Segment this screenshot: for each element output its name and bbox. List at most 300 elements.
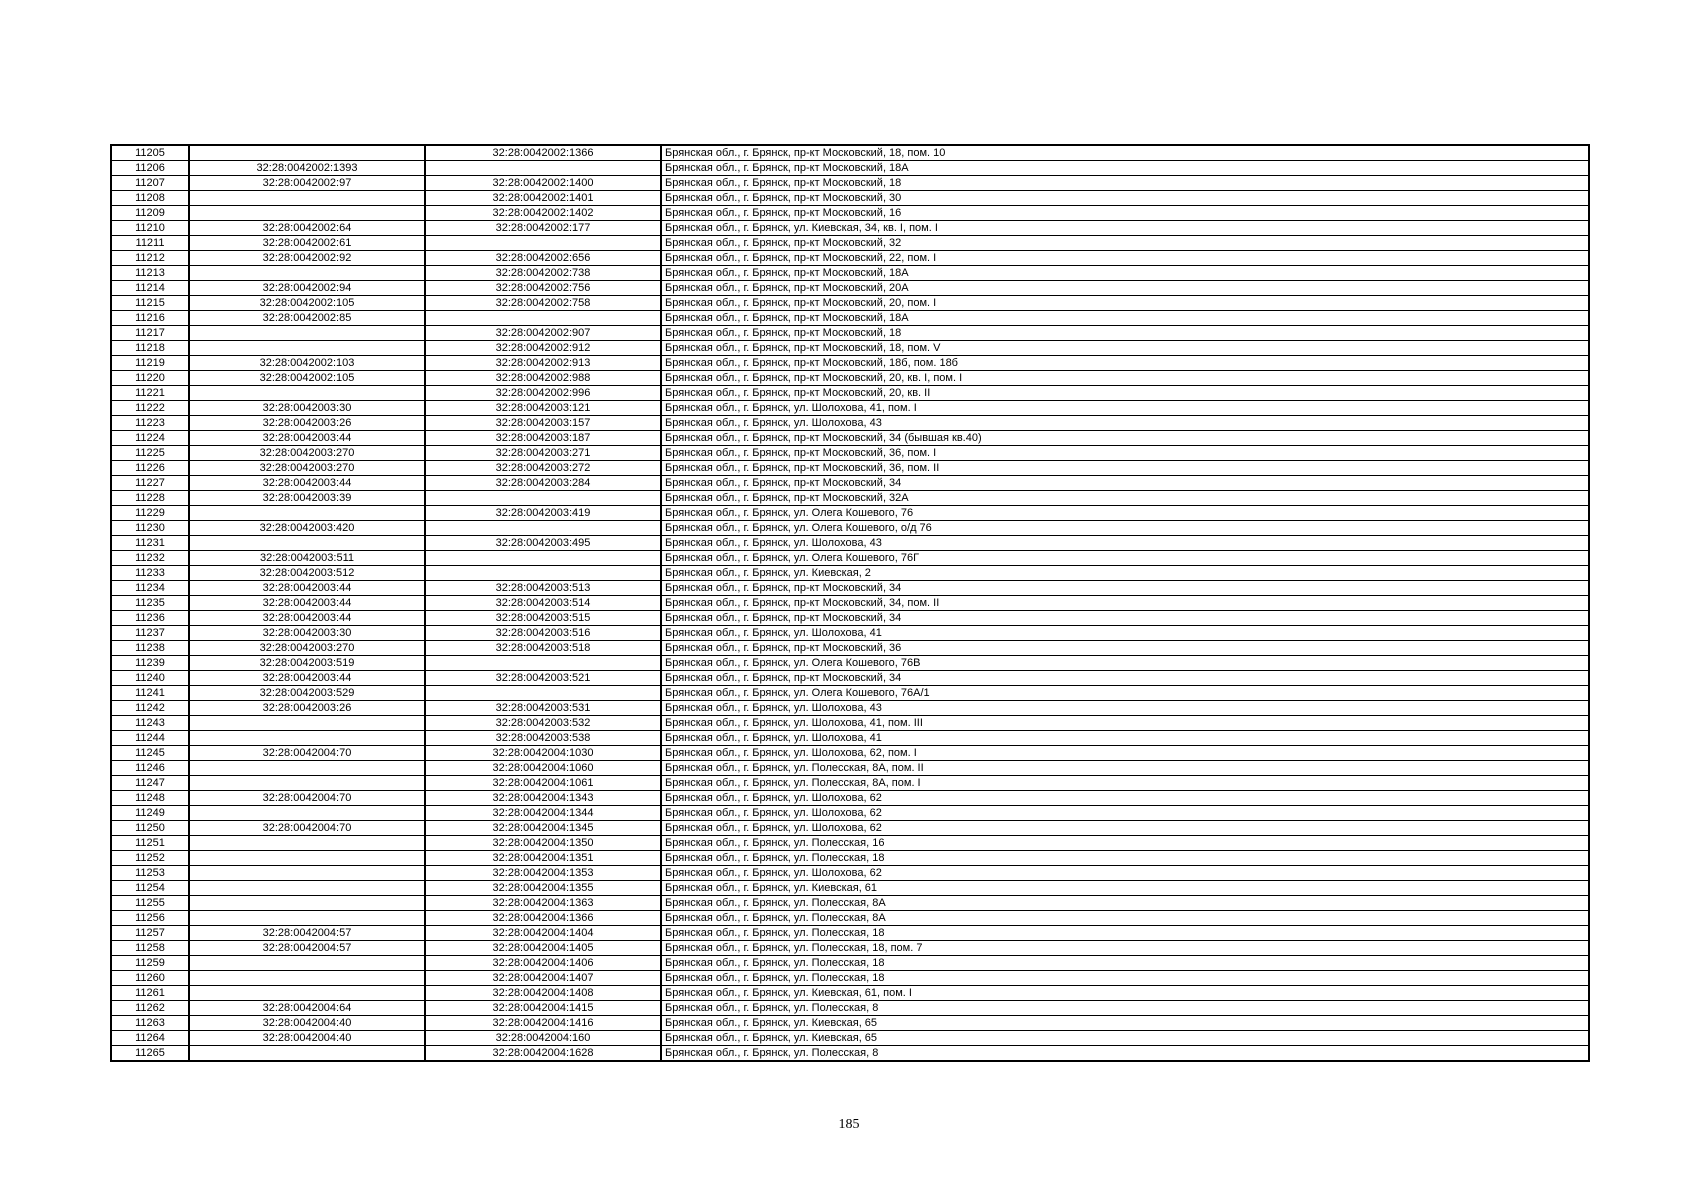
table-row (111, 716, 1589, 731)
table-row (111, 161, 1589, 176)
address-cell: Брянская обл., г. Брянск, пр-кт Московский, 36, пом. I (661, 446, 1589, 461)
land-cadastral-number-cell: 32:28:0042003:519 (189, 656, 425, 671)
row-number-cell: 11215 (111, 296, 189, 311)
row-number-cell: 11246 (111, 761, 189, 776)
row-number-cell: 11236 (111, 611, 189, 626)
object-cadastral-number-cell: 32:28:0042003:121 (425, 401, 661, 416)
row-number-cell: 11235 (111, 596, 189, 611)
land-cadastral-number-cell (189, 881, 425, 896)
table-row (111, 521, 1589, 536)
address-cell: Брянская обл., г. Брянск, пр-кт Московский, 18, пом. V (661, 341, 1589, 356)
object-cadastral-number-cell: 32:28:0042003:516 (425, 626, 661, 641)
row-number-cell: 11265 (111, 1046, 189, 1062)
land-cadastral-number-cell: 32:28:0042004:40 (189, 1031, 425, 1046)
object-cadastral-number-cell: 32:28:0042003:284 (425, 476, 661, 491)
object-cadastral-number-cell (425, 686, 661, 701)
row-number-cell: 11254 (111, 881, 189, 896)
row-number-cell: 11220 (111, 371, 189, 386)
object-cadastral-number-cell: 32:28:0042004:1415 (425, 1001, 661, 1016)
land-cadastral-number-cell: 32:28:0042003:270 (189, 446, 425, 461)
table-row (111, 911, 1589, 926)
object-cadastral-number-cell: 32:28:0042002:1402 (425, 206, 661, 221)
table-row (111, 326, 1589, 341)
table-row (111, 401, 1589, 416)
row-number-cell: 11210 (111, 221, 189, 236)
row-number-cell: 11240 (111, 671, 189, 686)
row-number-cell: 11232 (111, 551, 189, 566)
row-number-cell: 11219 (111, 356, 189, 371)
object-cadastral-number-cell: 32:28:0042002:1401 (425, 191, 661, 206)
land-cadastral-number-cell (189, 836, 425, 851)
address-cell: Брянская обл., г. Брянск, ул. Полесская, 8А, пом. I (661, 776, 1589, 791)
land-cadastral-number-cell (189, 506, 425, 521)
row-number-cell: 11208 (111, 191, 189, 206)
address-cell: Брянская обл., г. Брянск, пр-кт Московский, 30 (661, 191, 1589, 206)
object-cadastral-number-cell: 32:28:0042004:1345 (425, 821, 661, 836)
row-number-cell: 11221 (111, 386, 189, 401)
row-number-cell: 11222 (111, 401, 189, 416)
address-cell: Брянская обл., г. Брянск, ул. Шолохова, 43 (661, 416, 1589, 431)
land-cadastral-number-cell (189, 761, 425, 776)
address-cell: Брянская обл., г. Брянск, ул. Олега Кошевого, 76А/1 (661, 686, 1589, 701)
land-cadastral-number-cell (189, 851, 425, 866)
address-cell: Брянская обл., г. Брянск, ул. Полесская, 8А, пом. II (661, 761, 1589, 776)
land-cadastral-number-cell: 32:28:0042003:39 (189, 491, 425, 506)
table-row (111, 506, 1589, 521)
table-row (111, 386, 1589, 401)
page-number: 185 (838, 1117, 860, 1132)
address-cell: Брянская обл., г. Брянск, ул. Полесская, 18 (661, 926, 1589, 941)
address-cell: Брянская обл., г. Брянск, пр-кт Московский, 32 (661, 236, 1589, 251)
address-cell: Брянская обл., г. Брянск, ул. Шолохова, 41, пом. I (661, 401, 1589, 416)
table-row (111, 626, 1589, 641)
object-cadastral-number-cell: 32:28:0042004:1407 (425, 971, 661, 986)
address-cell: Брянская обл., г. Брянск, пр-кт Московский, 32А (661, 491, 1589, 506)
address-cell: Брянская обл., г. Брянск, ул. Киевская, 65 (661, 1031, 1589, 1046)
object-cadastral-number-cell: 32:28:0042003:538 (425, 731, 661, 746)
land-cadastral-number-cell: 32:28:0042003:44 (189, 581, 425, 596)
land-cadastral-number-cell: 32:28:0042004:70 (189, 791, 425, 806)
land-cadastral-number-cell: 32:28:0042002:85 (189, 311, 425, 326)
address-cell: Брянская обл., г. Брянск, пр-кт Московский, 22, пом. I (661, 251, 1589, 266)
address-cell: Брянская обл., г. Брянск, ул. Шолохова, 43 (661, 701, 1589, 716)
address-cell: Брянская обл., г. Брянск, ул. Олега Кошевого, 76 (661, 506, 1589, 521)
table-row (111, 356, 1589, 371)
table-row (111, 581, 1589, 596)
address-cell: Брянская обл., г. Брянск, ул. Полесская, 8 (661, 1001, 1589, 1016)
object-cadastral-number-cell: 32:28:0042003:495 (425, 536, 661, 551)
table-row (111, 926, 1589, 941)
object-cadastral-number-cell: 32:28:0042004:1344 (425, 806, 661, 821)
land-cadastral-number-cell: 32:28:0042003:30 (189, 401, 425, 416)
land-cadastral-number-cell: 32:28:0042002:1393 (189, 161, 425, 176)
land-cadastral-number-cell: 32:28:0042002:105 (189, 296, 425, 311)
row-number-cell: 11225 (111, 446, 189, 461)
table-row (111, 881, 1589, 896)
object-cadastral-number-cell: 32:28:0042003:531 (425, 701, 661, 716)
table-row (111, 551, 1589, 566)
land-cadastral-number-cell (189, 776, 425, 791)
table-row (111, 851, 1589, 866)
row-number-cell: 11207 (111, 176, 189, 191)
table-row (111, 956, 1589, 971)
address-cell: Брянская обл., г. Брянск, ул. Шолохова, 43 (661, 536, 1589, 551)
row-number-cell: 11239 (111, 656, 189, 671)
object-cadastral-number-cell: 32:28:0042003:532 (425, 716, 661, 731)
table-row (111, 446, 1589, 461)
land-cadastral-number-cell: 32:28:0042003:44 (189, 476, 425, 491)
land-cadastral-number-cell: 32:28:0042002:61 (189, 236, 425, 251)
object-cadastral-number-cell: 32:28:0042002:996 (425, 386, 661, 401)
object-cadastral-number-cell: 32:28:0042004:160 (425, 1031, 661, 1046)
row-number-cell: 11242 (111, 701, 189, 716)
land-cadastral-number-cell (189, 911, 425, 926)
registry-table-body (111, 145, 1589, 1061)
row-number-cell: 11255 (111, 896, 189, 911)
land-cadastral-number-cell (189, 806, 425, 821)
object-cadastral-number-cell: 32:28:0042002:758 (425, 296, 661, 311)
address-cell: Брянская обл., г. Брянск, пр-кт Московский, 18А (661, 266, 1589, 281)
row-number-cell: 11224 (111, 431, 189, 446)
row-number-cell: 11228 (111, 491, 189, 506)
table-row (111, 1031, 1589, 1046)
land-cadastral-number-cell: 32:28:0042003:270 (189, 461, 425, 476)
row-number-cell: 11217 (111, 326, 189, 341)
object-cadastral-number-cell: 32:28:0042004:1030 (425, 746, 661, 761)
object-cadastral-number-cell: 32:28:0042003:157 (425, 416, 661, 431)
table-row (111, 566, 1589, 581)
land-cadastral-number-cell: 32:28:0042002:94 (189, 281, 425, 296)
table-row (111, 461, 1589, 476)
land-cadastral-number-cell (189, 1046, 425, 1062)
address-cell: Брянская обл., г. Брянск, ул. Полесская, 18 (661, 956, 1589, 971)
row-number-cell: 11211 (111, 236, 189, 251)
object-cadastral-number-cell: 32:28:0042004:1405 (425, 941, 661, 956)
address-cell: Брянская обл., г. Брянск, ул. Киевская, 61, пом. I (661, 986, 1589, 1001)
object-cadastral-number-cell: 32:28:0042003:515 (425, 611, 661, 626)
land-cadastral-number-cell: 32:28:0042003:529 (189, 686, 425, 701)
object-cadastral-number-cell: 32:28:0042004:1060 (425, 761, 661, 776)
table-row (111, 145, 1589, 161)
row-number-cell: 11264 (111, 1031, 189, 1046)
land-cadastral-number-cell: 32:28:0042003:44 (189, 671, 425, 686)
row-number-cell: 11212 (111, 251, 189, 266)
land-cadastral-number-cell: 32:28:0042002:97 (189, 176, 425, 191)
table-row (111, 206, 1589, 221)
table-row (111, 221, 1589, 236)
address-cell: Брянская обл., г. Брянск, ул. Полесская, 18, пом. 7 (661, 941, 1589, 956)
object-cadastral-number-cell: 32:28:0042002:756 (425, 281, 661, 296)
object-cadastral-number-cell: 32:28:0042003:513 (425, 581, 661, 596)
row-number-cell: 11234 (111, 581, 189, 596)
address-cell: Брянская обл., г. Брянск, пр-кт Московский, 20, кв. I, пом. I (661, 371, 1589, 386)
land-cadastral-number-cell: 32:28:0042002:105 (189, 371, 425, 386)
table-row (111, 1016, 1589, 1031)
row-number-cell: 11229 (111, 506, 189, 521)
table-row (111, 641, 1589, 656)
land-cadastral-number-cell: 32:28:0042002:103 (189, 356, 425, 371)
table-row (111, 1001, 1589, 1016)
table-row (111, 986, 1589, 1001)
row-number-cell: 11258 (111, 941, 189, 956)
object-cadastral-number-cell: 32:28:0042004:1628 (425, 1046, 661, 1062)
table-row (111, 431, 1589, 446)
object-cadastral-number-cell (425, 236, 661, 251)
object-cadastral-number-cell: 32:28:0042004:1061 (425, 776, 661, 791)
land-cadastral-number-cell (189, 145, 425, 161)
land-cadastral-number-cell: 32:28:0042003:511 (189, 551, 425, 566)
row-number-cell: 11257 (111, 926, 189, 941)
row-number-cell: 11262 (111, 1001, 189, 1016)
row-number-cell: 11245 (111, 746, 189, 761)
object-cadastral-number-cell: 32:28:0042003:272 (425, 461, 661, 476)
row-number-cell: 11250 (111, 821, 189, 836)
table-row (111, 776, 1589, 791)
table-row (111, 296, 1589, 311)
table-row (111, 371, 1589, 386)
address-cell: Брянская обл., г. Брянск, ул. Олега Кошевого, о/д 76 (661, 521, 1589, 536)
address-cell: Брянская обл., г. Брянск, пр-кт Московский, 18А (661, 311, 1589, 326)
row-number-cell: 11243 (111, 716, 189, 731)
table-row (111, 476, 1589, 491)
row-number-cell: 11205 (111, 145, 189, 161)
land-cadastral-number-cell: 32:28:0042003:512 (189, 566, 425, 581)
object-cadastral-number-cell: 32:28:0042002:988 (425, 371, 661, 386)
row-number-cell: 11244 (111, 731, 189, 746)
object-cadastral-number-cell: 32:28:0042004:1408 (425, 986, 661, 1001)
address-cell: Брянская обл., г. Брянск, пр-кт Московский, 34 (661, 476, 1589, 491)
row-number-cell: 11248 (111, 791, 189, 806)
row-number-cell: 11231 (111, 536, 189, 551)
land-cadastral-number-cell: 32:28:0042003:44 (189, 431, 425, 446)
land-cadastral-number-cell: 32:28:0042003:26 (189, 701, 425, 716)
address-cell: Брянская обл., г. Брянск, пр-кт Московский, 18А (661, 161, 1589, 176)
object-cadastral-number-cell: 32:28:0042004:1343 (425, 791, 661, 806)
table-row (111, 866, 1589, 881)
row-number-cell: 11214 (111, 281, 189, 296)
land-cadastral-number-cell (189, 191, 425, 206)
object-cadastral-number-cell (425, 521, 661, 536)
table-row (111, 896, 1589, 911)
object-cadastral-number-cell: 32:28:0042003:518 (425, 641, 661, 656)
row-number-cell: 11261 (111, 986, 189, 1001)
address-cell: Брянская обл., г. Брянск, ул. Полесская, 8А (661, 911, 1589, 926)
object-cadastral-number-cell (425, 491, 661, 506)
land-cadastral-number-cell (189, 986, 425, 1001)
table-row (111, 266, 1589, 281)
address-cell: Брянская обл., г. Брянск, ул. Шолохова, 41 (661, 626, 1589, 641)
table-row (111, 251, 1589, 266)
land-cadastral-number-cell: 32:28:0042003:30 (189, 626, 425, 641)
land-cadastral-number-cell: 32:28:0042002:64 (189, 221, 425, 236)
address-cell: Брянская обл., г. Брянск, ул. Полесская, 8А (661, 896, 1589, 911)
row-number-cell: 11223 (111, 416, 189, 431)
address-cell: Брянская обл., г. Брянск, пр-кт Московский, 34 (661, 581, 1589, 596)
object-cadastral-number-cell: 32:28:0042003:514 (425, 596, 661, 611)
address-cell: Брянская обл., г. Брянск, пр-кт Московский, 20, кв. II (661, 386, 1589, 401)
object-cadastral-number-cell (425, 551, 661, 566)
land-cadastral-number-cell: 32:28:0042002:92 (189, 251, 425, 266)
table-row (111, 281, 1589, 296)
row-number-cell: 11216 (111, 311, 189, 326)
address-cell: Брянская обл., г. Брянск, пр-кт Московский, 36 (661, 641, 1589, 656)
row-number-cell: 11233 (111, 566, 189, 581)
land-cadastral-number-cell (189, 716, 425, 731)
land-cadastral-number-cell: 32:28:0042004:70 (189, 746, 425, 761)
object-cadastral-number-cell: 32:28:0042002:656 (425, 251, 661, 266)
object-cadastral-number-cell (425, 566, 661, 581)
land-cadastral-number-cell: 32:28:0042003:270 (189, 641, 425, 656)
address-cell: Брянская обл., г. Брянск, пр-кт Московский, 20А (661, 281, 1589, 296)
row-number-cell: 11256 (111, 911, 189, 926)
object-cadastral-number-cell: 32:28:0042002:1400 (425, 176, 661, 191)
land-cadastral-number-cell: 32:28:0042003:26 (189, 416, 425, 431)
address-cell: Брянская обл., г. Брянск, ул. Полесская, 18 (661, 971, 1589, 986)
object-cadastral-number-cell: 32:28:0042004:1406 (425, 956, 661, 971)
address-cell: Брянская обл., г. Брянск, ул. Олега Кошевого, 76В (661, 656, 1589, 671)
address-cell: Брянская обл., г. Брянск, ул. Шолохова, 62 (661, 791, 1589, 806)
object-cadastral-number-cell (425, 161, 661, 176)
table-row (111, 761, 1589, 776)
row-number-cell: 11227 (111, 476, 189, 491)
address-cell: Брянская обл., г. Брянск, пр-кт Московский, 16 (661, 206, 1589, 221)
address-cell: Брянская обл., г. Брянск, ул. Шолохова, 62 (661, 866, 1589, 881)
table-row (111, 656, 1589, 671)
object-cadastral-number-cell: 32:28:0042003:419 (425, 506, 661, 521)
table-row (111, 806, 1589, 821)
row-number-cell: 11241 (111, 686, 189, 701)
object-cadastral-number-cell: 32:28:0042002:738 (425, 266, 661, 281)
table-row (111, 416, 1589, 431)
table-row (111, 236, 1589, 251)
table-row (111, 731, 1589, 746)
object-cadastral-number-cell: 32:28:0042004:1350 (425, 836, 661, 851)
land-cadastral-number-cell: 32:28:0042003:44 (189, 596, 425, 611)
object-cadastral-number-cell: 32:28:0042004:1355 (425, 881, 661, 896)
land-cadastral-number-cell: 32:28:0042004:64 (189, 1001, 425, 1016)
object-cadastral-number-cell: 32:28:0042003:271 (425, 446, 661, 461)
table-row (111, 686, 1589, 701)
address-cell: Брянская обл., г. Брянск, пр-кт Московский, 34, пом. II (661, 596, 1589, 611)
object-cadastral-number-cell: 32:28:0042004:1353 (425, 866, 661, 881)
object-cadastral-number-cell: 32:28:0042004:1416 (425, 1016, 661, 1031)
registry-table (110, 144, 1590, 1062)
land-cadastral-number-cell (189, 266, 425, 281)
address-cell: Брянская обл., г. Брянск, пр-кт Московский, 36, пом. II (661, 461, 1589, 476)
address-cell: Брянская обл., г. Брянск, ул. Киевская, 61 (661, 881, 1589, 896)
table-row (111, 611, 1589, 626)
row-number-cell: 11263 (111, 1016, 189, 1031)
address-cell: Брянская обл., г. Брянск, ул. Полесская, 16 (661, 836, 1589, 851)
object-cadastral-number-cell: 32:28:0042002:907 (425, 326, 661, 341)
row-number-cell: 11213 (111, 266, 189, 281)
row-number-cell: 11259 (111, 956, 189, 971)
object-cadastral-number-cell: 32:28:0042002:912 (425, 341, 661, 356)
land-cadastral-number-cell (189, 326, 425, 341)
address-cell: Брянская обл., г. Брянск, ул. Киевская, 34, кв. I, пом. I (661, 221, 1589, 236)
address-cell: Брянская обл., г. Брянск, пр-кт Московский, 34 (бывшая кв.40) (661, 431, 1589, 446)
table-row (111, 176, 1589, 191)
row-number-cell: 11230 (111, 521, 189, 536)
object-cadastral-number-cell: 32:28:0042004:1351 (425, 851, 661, 866)
row-number-cell: 11226 (111, 461, 189, 476)
address-cell: Брянская обл., г. Брянск, пр-кт Московский, 20, пом. I (661, 296, 1589, 311)
table-row (111, 191, 1589, 206)
address-cell: Брянская обл., г. Брянск, ул. Шолохова, 41, пом. III (661, 716, 1589, 731)
row-number-cell: 11238 (111, 641, 189, 656)
land-cadastral-number-cell (189, 341, 425, 356)
table-row (111, 1046, 1589, 1062)
row-number-cell: 11252 (111, 851, 189, 866)
row-number-cell: 11253 (111, 866, 189, 881)
table-row (111, 791, 1589, 806)
object-cadastral-number-cell: 32:28:0042002:913 (425, 356, 661, 371)
object-cadastral-number-cell: 32:28:0042004:1363 (425, 896, 661, 911)
address-cell: Брянская обл., г. Брянск, пр-кт Московский, 34 (661, 671, 1589, 686)
row-number-cell: 11218 (111, 341, 189, 356)
land-cadastral-number-cell: 32:28:0042004:57 (189, 926, 425, 941)
object-cadastral-number-cell (425, 311, 661, 326)
land-cadastral-number-cell: 32:28:0042004:57 (189, 941, 425, 956)
land-cadastral-number-cell: 32:28:0042004:70 (189, 821, 425, 836)
land-cadastral-number-cell (189, 536, 425, 551)
address-cell: Брянская обл., г. Брянск, пр-кт Московский, 18б, пом. 18б (661, 356, 1589, 371)
table-row (111, 746, 1589, 761)
object-cadastral-number-cell: 32:28:0042004:1366 (425, 911, 661, 926)
land-cadastral-number-cell (189, 731, 425, 746)
row-number-cell: 11260 (111, 971, 189, 986)
row-number-cell: 11247 (111, 776, 189, 791)
address-cell: Брянская обл., г. Брянск, ул. Полесская, 8 (661, 1046, 1589, 1062)
address-cell: Брянская обл., г. Брянск, ул. Полесская, 18 (661, 851, 1589, 866)
row-number-cell: 11206 (111, 161, 189, 176)
table-row (111, 491, 1589, 506)
object-cadastral-number-cell: 32:28:0042003:521 (425, 671, 661, 686)
address-cell: Брянская обл., г. Брянск, пр-кт Московский, 18 (661, 326, 1589, 341)
land-cadastral-number-cell (189, 896, 425, 911)
row-number-cell: 11251 (111, 836, 189, 851)
address-cell: Брянская обл., г. Брянск, пр-кт Московский, 34 (661, 611, 1589, 626)
table-row (111, 821, 1589, 836)
address-cell: Брянская обл., г. Брянск, ул. Олега Кошевого, 76Г (661, 551, 1589, 566)
table-row (111, 671, 1589, 686)
object-cadastral-number-cell (425, 656, 661, 671)
land-cadastral-number-cell (189, 956, 425, 971)
row-number-cell: 11209 (111, 206, 189, 221)
address-cell: Брянская обл., г. Брянск, пр-кт Московский, 18, пом. 10 (661, 145, 1589, 161)
object-cadastral-number-cell: 32:28:0042003:187 (425, 431, 661, 446)
address-cell: Брянская обл., г. Брянск, ул. Шолохова, 62, пом. I (661, 746, 1589, 761)
land-cadastral-number-cell (189, 206, 425, 221)
table-row (111, 971, 1589, 986)
address-cell: Брянская обл., г. Брянск, ул. Шолохова, 62 (661, 806, 1589, 821)
address-cell: Брянская обл., г. Брянск, ул. Киевская, 65 (661, 1016, 1589, 1031)
table-row (111, 701, 1589, 716)
land-cadastral-number-cell (189, 971, 425, 986)
address-cell: Брянская обл., г. Брянск, ул. Шолохова, 62 (661, 821, 1589, 836)
table-row (111, 941, 1589, 956)
land-cadastral-number-cell: 32:28:0042003:420 (189, 521, 425, 536)
table-row (111, 536, 1589, 551)
table-row (111, 836, 1589, 851)
row-number-cell: 11249 (111, 806, 189, 821)
land-cadastral-number-cell (189, 866, 425, 881)
row-number-cell: 11237 (111, 626, 189, 641)
address-cell: Брянская обл., г. Брянск, пр-кт Московский, 18 (661, 176, 1589, 191)
land-cadastral-number-cell (189, 386, 425, 401)
table-row (111, 341, 1589, 356)
object-cadastral-number-cell: 32:28:0042002:1366 (425, 145, 661, 161)
